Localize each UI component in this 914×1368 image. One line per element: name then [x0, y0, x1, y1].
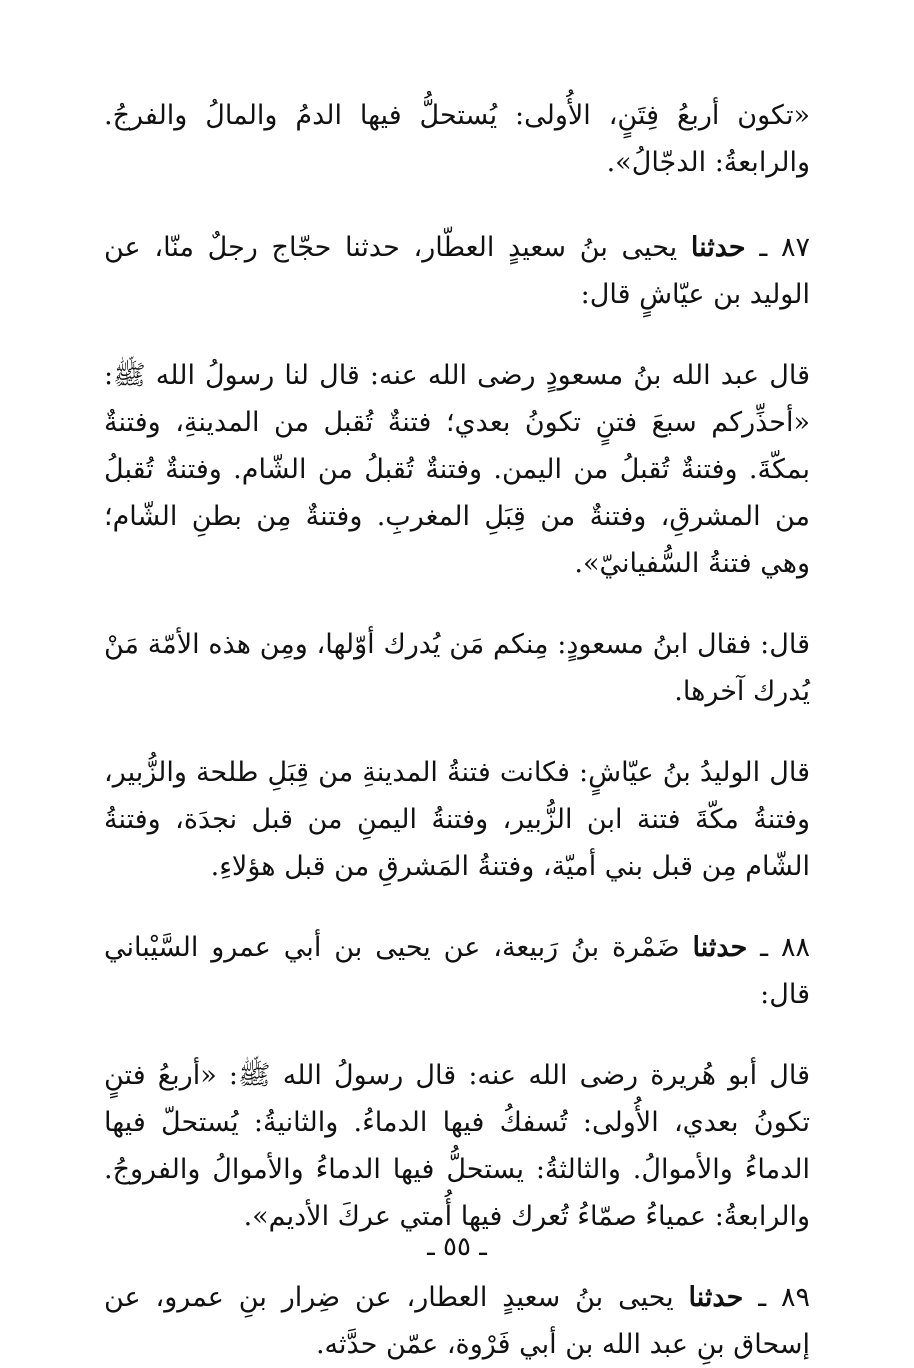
- hadith-number: ٨٩ ـ: [743, 1282, 810, 1313]
- paragraph-text: يحيى بنُ سعيدٍ العطار، عن ضِرار بنِ عمرو، عن إسحاق بنِ عبد الله بن أبي فَرْوة، عمّن حدَّثه.: [104, 1282, 810, 1360]
- keyword-haddathana: حدثنا: [690, 232, 746, 263]
- paragraph-text: قال عبد الله بنُ مسعودٍ رضى الله عنه: قال لنا رسولُ الله ﷺ: «أحذِّركم سبعَ فتنٍ تكونُ بعدي؛ فتنةٌ تُقبل من المدينةِ، وفتنةٌ بمكّةَ. وفتنةٌ تُقبلُ من اليمن. وفتنةٌ تُقبلُ من الشّام. وفتنةٌ تُقبلُ من المشرقِ، وفتنةٌ من قِبَلِ المغربِ. وفتنةٌ مِن بطنِ الشّام؛ وهي فتنةُ السُّفيانيّ».: [104, 360, 810, 579]
- paragraph-text: قال الوليدُ بنُ عيّاشٍ: فكانت فتنةُ المدينةِ من قِبَلِ طلحة والزُّبير، وفتنةُ مكّةَ فتنة ابن الزُّبير، وفتنةُ اليمنِ من قبل نجدَة، وفتنةُ الشّام مِن قبل بني أميّة، وفتنةُ المَشرقِ من قبل هؤلاءِ.: [104, 757, 810, 882]
- paragraph-text: قال أبو هُريرة رضى الله عنه: قال رسولُ الله ﷺ: «أربعُ فتنٍ تكونُ بعدي، الأُولى: تُسفكُ فيها الدماءُ. والثانيةُ: يُستحلّ فيها الدماءُ والأموالُ. والثالثةُ: يستحلُّ فيها الدماءُ والأموالُ والفروجُ. والرابعةُ: عمياءُ صمّاءُ تُعرك فيها أُمتي عركَ الأديم».: [104, 1060, 810, 1232]
- paragraph-1: [104, 92, 810, 186]
- paragraph-7: [104, 1052, 810, 1240]
- paragraph-4: [104, 621, 810, 715]
- paragraph-text: يحيى بنُ سعيدٍ العطّار، حدثنا حجّاج رجلٌ منّا، عن الوليد بن عيّاشٍ قال:: [104, 232, 810, 310]
- hadith-88-header: [104, 924, 810, 1018]
- paragraph-3: [104, 352, 810, 587]
- hadith-number: ٨٧ ـ: [745, 232, 810, 263]
- page-number: ـ ٥٥ ـ: [427, 1232, 487, 1262]
- hadith-number: ٨٨ ـ: [747, 932, 811, 963]
- paragraph-text: ضَمْرة بنُ رَبيعة، عن يحيى بن أبي عمرو السَّيْباني قال:: [104, 932, 810, 1010]
- paragraph-5: [104, 749, 810, 890]
- hadith-87-header: [104, 224, 810, 318]
- keyword-haddathana: حدثنا: [692, 932, 748, 963]
- paragraph-text: قال: فقال ابنُ مسعودٍ: مِنكم مَن يُدرك أوّلها، ومِن هذه الأمّة مَنْ يُدرك آخرها.: [104, 629, 810, 707]
- paragraph-text: «تكون أربعُ فِتَنٍ، الأُولى: يُستحلُّ فيها الدمُ والمالُ والفرجُ. والرابعةُ: الدجّالُ».: [104, 100, 810, 178]
- keyword-haddathana: حدثنا: [688, 1282, 744, 1313]
- hadith-89-header: [104, 1274, 810, 1368]
